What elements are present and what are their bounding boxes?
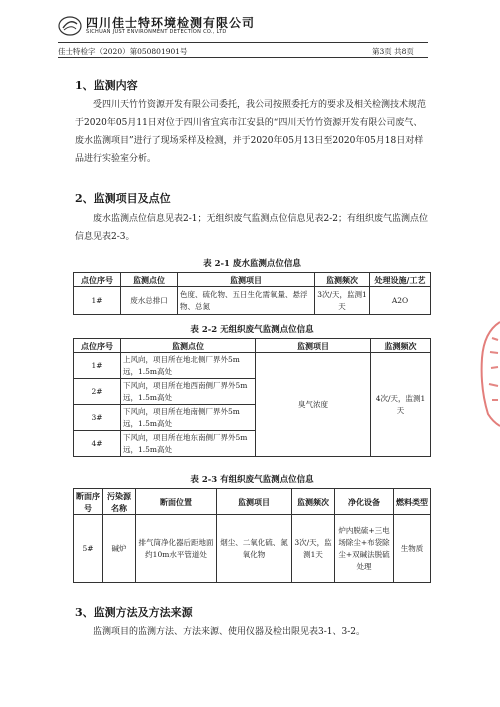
company-logo-icon <box>58 15 82 37</box>
table-cell: 3次/天，监测1天 <box>292 515 335 583</box>
table-cell: 生物质 <box>394 515 431 583</box>
table-header: 监测项目 <box>178 273 315 287</box>
table-header: 监测频次 <box>292 489 335 515</box>
table-cell: 色度、硫化物、五日生化需氧量、悬浮物、总氮 <box>178 287 315 315</box>
table-cell: 下风向，项目所在地东南侧厂界外5m远，1.5m高处 <box>121 431 256 457</box>
table-2-3-caption: 表 2-3 有组织废气监测点位信息 <box>190 475 314 485</box>
section-1-paragraph: 受四川天竹竹资源开发有限公司委托，我公司按照委托方的要求及相关检测技术规范于2020年05月11日对位于四川省宜宾市江安县的“四川天竹竹资源开发有限公司废气、废水监测项目”进行了现场采样及检测，并于2020年05月13日至2020年05月18日对样品进行实验室分析。 <box>75 100 427 164</box>
table-cell: 炉内脱硫+三电场除尘+布袋除尘+双碱法脱硫处理 <box>335 515 394 583</box>
table-cell: 废水总排口 <box>121 287 178 315</box>
table-cell: 下风向，项目所在地西南侧厂界外5m远，1.5m高处 <box>121 379 256 405</box>
table-header: 监测点位 <box>121 273 178 287</box>
table-cell: 1# <box>74 353 121 379</box>
page-number: 第3页 共8页 <box>372 47 414 56</box>
table-header: 监测项目 <box>217 489 292 515</box>
table-row <box>74 515 431 583</box>
header-divider <box>58 42 428 43</box>
section-3-paragraph: 监测项目的监测方法、方法来源、使用仪器及检出限见表3-1、3-2。 <box>93 627 365 637</box>
table-header: 监测项目 <box>256 339 371 353</box>
company-name: 四川佳士特环境检测有限公司 <box>86 16 256 30</box>
table-cell: 烟尘、二氧化硫、氮氧化物 <box>217 515 292 583</box>
report-number: 佳士特检字（2020）第050801901号 <box>58 47 188 56</box>
table-cell: 3次/天，监测1天 <box>315 287 370 315</box>
table-row <box>74 287 431 315</box>
table-header: 监测频次 <box>371 339 431 353</box>
table-cell: 1# <box>74 287 121 315</box>
table-header: 处理设施/工艺 <box>370 273 431 287</box>
table-header: 监测点位 <box>121 339 256 353</box>
table-cell: 下风向，项目所在地南侧厂界外5m远，1.5m高处 <box>121 405 256 431</box>
header-divider-bottom <box>58 57 428 58</box>
section-2-paragraph: 废水监测点位信息见表2-1；无组织废气监测点位信息见表2-2；有组织废气监测点位信息见表2-3。 <box>75 214 428 242</box>
company-name-english: SICHUAN JUST ENVIRONMENT DETECTION CO., LTD <box>86 29 227 35</box>
red-seal-stamp-icon <box>478 318 500 428</box>
table-2-1 <box>73 272 431 315</box>
table-header: 污染源名称 <box>103 489 136 515</box>
table-header: 断面位置 <box>136 489 217 515</box>
table-cell: 4次/天，监测1天 <box>371 353 431 457</box>
table-row <box>74 353 431 379</box>
table-header: 燃料类型 <box>394 489 431 515</box>
table-header: 点位序号 <box>74 339 121 353</box>
section-3-title: 3、监测方法及方法来源 <box>75 606 193 619</box>
table-header: 断面序号 <box>74 489 103 515</box>
table-cell: 2# <box>74 379 121 405</box>
table-header: 点位序号 <box>74 273 121 287</box>
table-cell: 上风向，项目所在地北侧厂界外5m远，1.5m高处 <box>121 353 256 379</box>
table-header: 净化设备 <box>335 489 394 515</box>
table-2-2-caption: 表 2-2 无组织废气监测点位信息 <box>190 325 314 335</box>
table-2-3 <box>73 488 431 583</box>
section-2-title: 2、监测项目及点位 <box>75 192 171 205</box>
table-cell: A2O <box>370 287 431 315</box>
table-cell: 5# <box>74 515 103 583</box>
table-2-2 <box>73 338 431 457</box>
table-2-1-caption: 表 2-1 废水监测点位信息 <box>203 259 301 269</box>
table-header: 监测频次 <box>315 273 370 287</box>
section-1-title: 1、监测内容 <box>75 79 138 92</box>
table-cell: 臭气浓度 <box>256 353 371 457</box>
table-cell: 3# <box>74 405 121 431</box>
table-cell: 碱炉 <box>103 515 136 583</box>
table-cell: 排气筒净化器后距地面约10m水平管道处 <box>136 515 217 583</box>
table-cell: 4# <box>74 431 121 457</box>
